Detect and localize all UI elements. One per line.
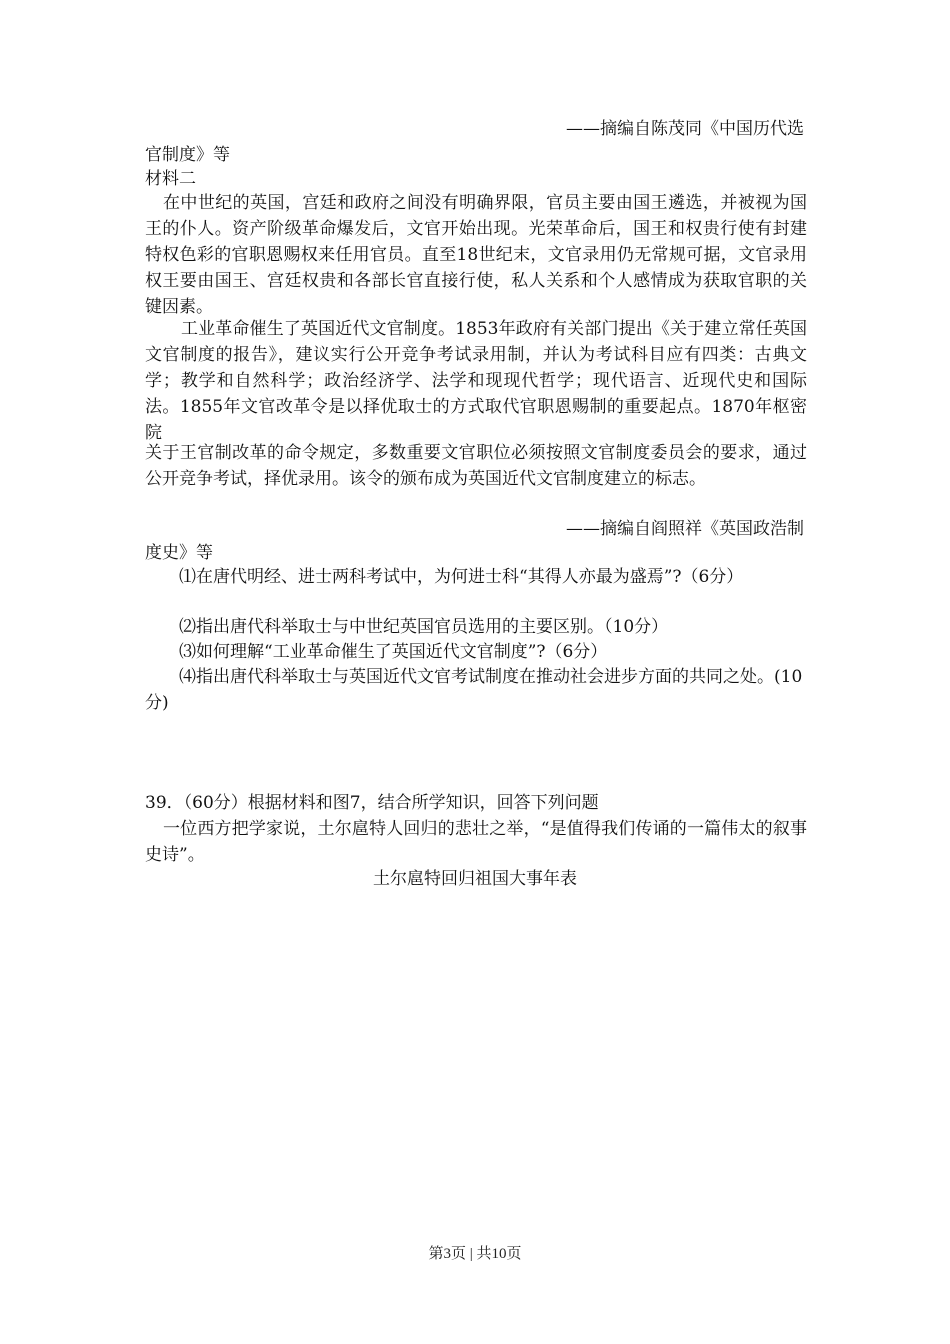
material2-heading: 材料二	[145, 169, 196, 189]
material2-paragraph-3: 关于王官制改革的命令规定，多数重要文官职位必须按照文官制度委员会的要求，通过公开竞争考试，择优录用。该令的颁布成为英国近代文官制度建立的标志。	[145, 443, 807, 489]
question-39-intro: 一位西方把学家说，土尔扈特人回归的悲壮之举，“是值得我们传诵的一篇伟太的叙事史诗”。	[145, 819, 807, 865]
material1-citation-line2: 官制度》等	[145, 145, 230, 165]
material2-paragraph-2: 工业革命催生了英国近代文官制度。1853年政府有关部门提出《关于建立常任英国文官制度的报告》，建议实行公开竞争考试录用制，并认为考试科目应有四类：古典文学；教学和自然科学；政治经济学、法学和现现代哲学；现代语言、近现代史和国际法。1855年文官改革令是以择优取士的方式取代官职恩赐制的重要起点。1870年枢密院	[145, 319, 807, 443]
question-3: ⑶如何理解“工业革命催生了英国近代文官制度”?（6分）	[179, 642, 608, 662]
question-39-heading: 39．（60分）根据材料和图7，结合所学知识，回答下列问题	[145, 793, 599, 813]
timeline-table-title: 土尔扈特回归祖国大事年表	[373, 869, 577, 889]
question-1: ⑴在唐代明经、进士两科考试中，为何进士科“其得人亦最为盛焉”?（6分）	[179, 567, 744, 587]
material2-citation-line1: ——摘编自阎照祥《英国政浩制	[566, 519, 804, 539]
material2-citation-line2: 度史》等	[145, 543, 213, 563]
page-footer: 第3页 | 共10页	[428, 1246, 522, 1262]
question-2: ⑵指出唐代科举取士与中世纪英国官员选用的主要区别。（10分）	[179, 617, 669, 637]
material1-citation-line1: ——摘编自陈茂同《中国历代选	[566, 119, 804, 139]
question-4: ⑷指出唐代科举取士与英国近代文官考试制度在推动社会进步方面的共同之处。(10分)	[145, 667, 803, 713]
material2-paragraph-1: 在中世纪的英国，宫廷和政府之间没有明确界限，官员主要由国王遴选，并被视为国王的仆人。资产阶级革命爆发后，文官开始出现。光荣革命后，国王和权贵行使有封建特权色彩的官职恩赐权来任用官员。直至18世纪末，文官录用仍无常规可据，文官录用权王要由国王、宫廷权贵和各部长官直接行使，私人关系和个人感情成为获取官职的关键因素。	[145, 193, 807, 317]
